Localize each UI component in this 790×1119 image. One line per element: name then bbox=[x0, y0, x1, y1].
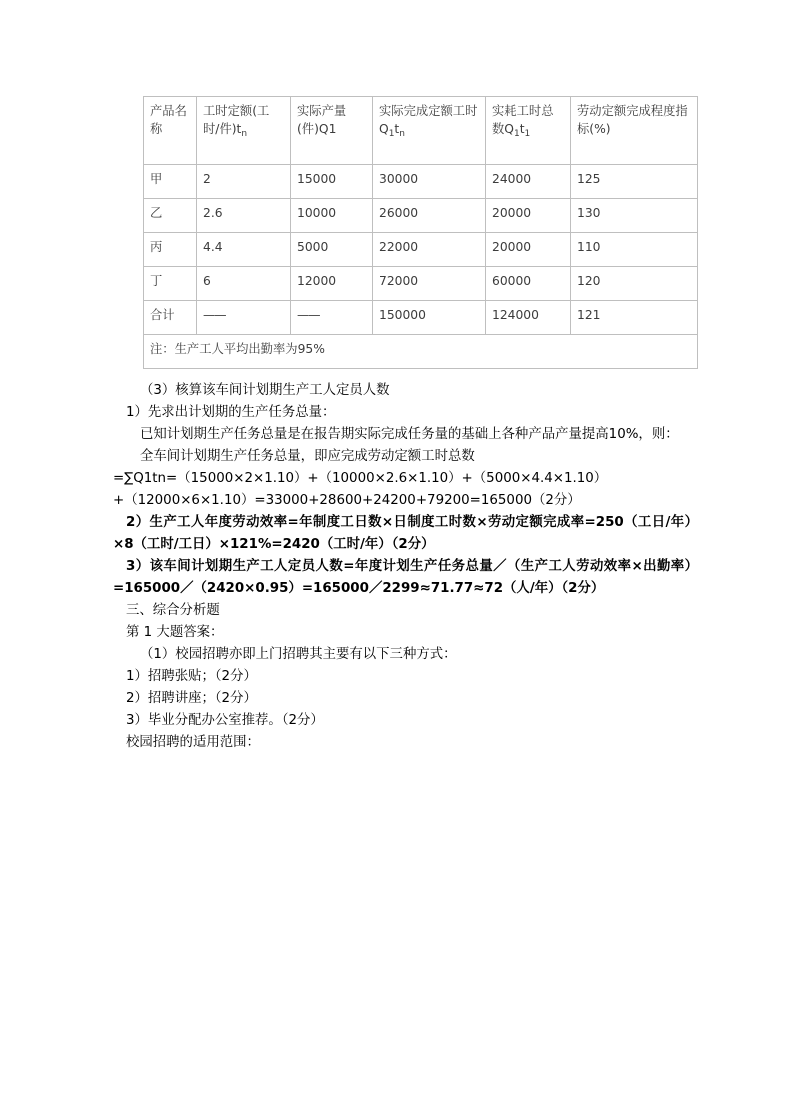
paragraph-formula-line-1: =∑Q1tn=（15000×2×1.10）+（10000×2.6×1.10）+（5000×4.4×1.10） bbox=[113, 471, 608, 486]
column-header-hour-quota-text: 工时定额(工时/件)t bbox=[203, 104, 270, 136]
cell-completed-quota-hours: 26000 bbox=[373, 199, 486, 233]
cell-quota-completion-index: 120 bbox=[571, 267, 698, 301]
cell-completed-quota-hours: 72000 bbox=[373, 267, 486, 301]
paragraph-step-3: 3）该车间计划期生产工人定员人数=年度计划生产任务总量／（生产工人劳动效率×出勤率）=165000／（2420×0.95）=165000／2299≈71.77≈72（人/年）（2分） bbox=[113, 559, 698, 596]
cell-quota-completion-index: 130 bbox=[571, 199, 698, 233]
cell-hour-quota: 4.4 bbox=[197, 233, 291, 267]
consumed-sub-2: 1 bbox=[524, 129, 531, 139]
cell-hour-quota: 2 bbox=[197, 165, 291, 199]
cell-completed-quota-hours: 30000 bbox=[373, 165, 486, 199]
column-header-hour-quota-subscript: n bbox=[241, 129, 248, 139]
paragraph-heading-3: （3）核算该车间计划期生产工人定员人数 bbox=[140, 383, 390, 398]
paragraph-step-2: 2）生产工人年度劳动效率=年制度工日数×日制度工时数×劳动定额完成率=250（工日/年）×8（工时/工日）×121%=2420（工时/年）（2分） bbox=[113, 515, 698, 552]
cell-product-name: 丁 bbox=[144, 267, 197, 301]
cell-actual-output: 15000 bbox=[291, 165, 373, 199]
paragraph-applicable-scope: 校园招聘的适用范围： bbox=[126, 735, 260, 750]
cell-actual-output: 12000 bbox=[291, 267, 373, 301]
cell-product-name: 丙 bbox=[144, 233, 197, 267]
table-row bbox=[144, 165, 698, 199]
column-header-quota-completion-index: 劳动定额完成程度指标(%) bbox=[571, 97, 698, 165]
cell-quota-completion-index: 125 bbox=[571, 165, 698, 199]
production-quota-table-container bbox=[143, 96, 697, 369]
cell-consumed-hours: 20000 bbox=[486, 199, 571, 233]
table-row bbox=[144, 267, 698, 301]
cell-total-completed-quota-hours: 150000 bbox=[373, 301, 486, 335]
cell-consumed-hours: 20000 bbox=[486, 233, 571, 267]
paragraph-question-1-answer-heading: 第 1 大题答案： bbox=[126, 625, 224, 640]
column-header-consumed-hours bbox=[486, 97, 571, 165]
cell-completed-quota-hours: 22000 bbox=[373, 233, 486, 267]
column-header-completed-quota-hours bbox=[373, 97, 486, 165]
cell-quota-completion-index: 110 bbox=[571, 233, 698, 267]
table-total-row bbox=[144, 301, 698, 335]
cell-product-name: 甲 bbox=[144, 165, 197, 199]
document-body bbox=[113, 380, 698, 754]
completed-sub-2: n bbox=[399, 129, 405, 139]
section-heading-comprehensive-analysis: 三、综合分析题 bbox=[126, 603, 220, 618]
column-header-consumed-hours-text: 实耗工时总数Q bbox=[492, 104, 554, 136]
cell-consumed-hours: 24000 bbox=[486, 165, 571, 199]
column-header-hour-quota bbox=[197, 97, 291, 165]
column-header-completed-quota-hours-text: 实际完成定额工时Q bbox=[379, 104, 478, 136]
cell-total-quota-completion-index: 121 bbox=[571, 301, 698, 335]
paragraph-method-2: 2）招聘讲座；（2分） bbox=[126, 691, 257, 706]
cell-actual-output: 10000 bbox=[291, 199, 373, 233]
paragraph-campus-recruitment-intro: （1）校园招聘亦即上门招聘其主要有以下三种方式： bbox=[140, 647, 457, 662]
production-quota-table bbox=[143, 96, 698, 369]
table-note-row bbox=[144, 335, 698, 369]
cell-product-name: 乙 bbox=[144, 199, 197, 233]
consumed-sub-1: 1 bbox=[513, 129, 520, 139]
paragraph-total-task-label: 全车间计划期生产任务总量，即应完成劳动定额工时总数 bbox=[140, 449, 475, 464]
paragraph-step-1: 1）先求出计划期的生产任务总量： bbox=[126, 405, 336, 420]
column-header-actual-output: 实际产量(件)Q1 bbox=[291, 97, 373, 165]
paragraph-method-1: 1）招聘张贴；（2分） bbox=[126, 669, 257, 684]
completed-sub-1: 1 bbox=[388, 129, 395, 139]
cell-hour-quota: 2.6 bbox=[197, 199, 291, 233]
table-header bbox=[144, 97, 698, 165]
cell-hour-quota: 6 bbox=[197, 267, 291, 301]
column-header-product-name: 产品名称 bbox=[144, 97, 197, 165]
paragraph-known-condition: 已知计划期生产任务总量是在报告期实际完成任务量的基础上各种产品产量提高10%，则： bbox=[140, 427, 679, 442]
cell-total-label: 合计 bbox=[144, 301, 197, 335]
consumed-mid: t bbox=[519, 122, 525, 136]
paragraph-method-3: 3）毕业分配办公室推荐。（2分） bbox=[126, 713, 324, 728]
completed-mid: t bbox=[394, 122, 400, 136]
table-row bbox=[144, 199, 698, 233]
table-header-row bbox=[144, 97, 698, 165]
paragraph-formula-line-2: +（12000×6×1.10）=33000+28600+24200+79200=165000（2分） bbox=[113, 493, 581, 508]
table-row bbox=[144, 233, 698, 267]
cell-consumed-hours: 60000 bbox=[486, 267, 571, 301]
cell-total-actual-output: —— bbox=[291, 301, 373, 335]
cell-total-consumed-hours: 124000 bbox=[486, 301, 571, 335]
cell-total-hour-quota: —— bbox=[197, 301, 291, 335]
table-note: 注：生产工人平均出勤率为95% bbox=[144, 335, 698, 369]
cell-actual-output: 5000 bbox=[291, 233, 373, 267]
table-body bbox=[144, 165, 698, 369]
